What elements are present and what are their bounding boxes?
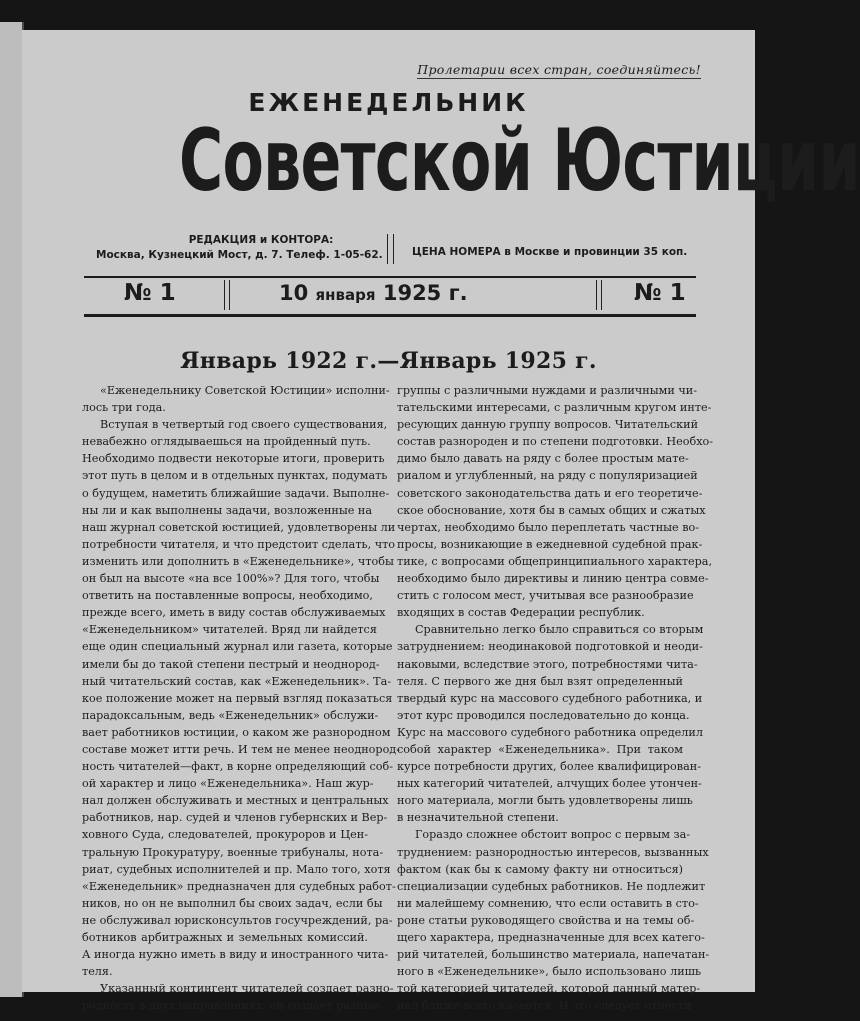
text-line: кое положение может на первый взгляд показаться <box>82 691 393 705</box>
issue-bar <box>84 276 696 317</box>
text-line: ны ли и как выполнены задачи, возложенные на <box>82 503 373 517</box>
text-line: теля. С первого же дня был взят определенный <box>397 674 683 688</box>
text-line: тральную Прокуратуру, военные трибуналы, нота- <box>82 845 384 859</box>
text-line: щего характера, предназначенные для всех катего- <box>397 931 705 944</box>
editorial-info <box>96 233 386 263</box>
text-line: группы с различными нуждами и различными чи- <box>397 384 697 397</box>
text-line: наковыми, вследствие этого, потребностями чита- <box>397 657 698 671</box>
text-line: изменить или дополнить в «Еженедельнике», чтобы <box>82 554 394 568</box>
text-line: рий читателей, большинство материала, напечатан- <box>397 948 710 962</box>
issue-date-year: 1925 г. <box>382 281 468 305</box>
text-line: Гораздо сложнее обстоит вопрос с первым за- <box>415 828 691 842</box>
text-line: прежде всего, иметь в виду состав обслуживаемых <box>82 606 386 620</box>
text-line: Указанный контингент читателей создает разно- <box>100 982 394 996</box>
text-line: ховного Суда, следователей, прокуроров и Цен- <box>82 828 368 842</box>
text-line: входящих в состав Федерации республик. <box>397 606 645 620</box>
issue-number-right: № 1 <box>634 280 686 306</box>
text-line: еще один специальный журнал или газета, которые <box>82 640 393 654</box>
text-line: ного материала, могли быть удовлетворены лишь <box>397 794 693 808</box>
text-line: стить с голосом мест, учитывая все разнообразие <box>397 589 694 603</box>
text-line: потребности читателя, и что предстоит сделать, что <box>82 537 396 551</box>
issue-price: ЦЕНА НОМЕРА в Москве и провинции 35 коп. <box>412 246 688 258</box>
text-line: он был на высоте «на все 100%»? Для того, чтобы <box>82 572 380 586</box>
text-line: той категорией читателей, которой данный матер- <box>397 982 701 996</box>
text-line: тике, с вопросами общепринципиального характера, <box>397 554 713 568</box>
editorial-label: РЕДАКЦИЯ и КОНТОРА: <box>188 234 334 246</box>
text-line: роне статьи руководящего свойства и на темы об- <box>397 913 695 927</box>
issue-bar-divider <box>596 280 602 310</box>
newspaper-page <box>22 30 860 1013</box>
text-line: наш журнал советской юстицией, удовлетворены ли <box>82 520 396 534</box>
text-line: ой характер и лицо «Еженедельника». Наш жур- <box>82 777 374 791</box>
issue-number-left: № 1 <box>124 280 176 306</box>
text-line: не обслуживал юрисконсультов госучреждений, ра- <box>82 913 393 927</box>
text-line: просы, возникающие в ежедневной судебной прак- <box>397 537 703 551</box>
text-line: родность в двух направлениях: он создает разные <box>82 999 380 1013</box>
text-line: «Еженедельник» предназначен для судебных работ- <box>82 879 396 893</box>
text-line: специализации судебных работников. Не подлежит <box>397 879 706 893</box>
text-line: о будущем, наметить ближайшие задачи. Выполне- <box>82 486 390 500</box>
text-line: ных категорий читателей, алчущих более утончен- <box>397 777 702 791</box>
text-line: риат, судебных исполнителей и пр. Мало того, хотя <box>82 862 391 876</box>
text-line: затруднением: неодинаковой подготовкой и неоди- <box>397 640 703 654</box>
text-line: этот путь в целом и в отдельных пунктах, подумать <box>82 469 388 483</box>
editorial-address: Москва, Кузнецкий Мост, д. 7. Телеф. 1-05-62. <box>96 249 383 261</box>
text-line: ское обоснование, хотя бы в самых общих и сжатых <box>397 503 706 517</box>
text-line: невабежно оглядываешься на пройденный путь. <box>82 435 371 449</box>
text-line: ников, но он не выполнил бы своих задач, если бы <box>82 896 383 910</box>
text-line: фактом (как бы к самому факту ни относиться) <box>397 862 683 876</box>
text-line: ресующих данную группу вопросов. Читательский <box>397 418 699 432</box>
text-line: ность читателей—факт, в корне определяющий соб- <box>82 760 394 774</box>
text-line: имели бы до такой степени пестрый и неоднород- <box>82 657 380 671</box>
text-line: Сравнительно легко было справиться со вторым <box>415 623 704 637</box>
text-line: этот курс проводился последовательно до конца. <box>397 708 690 722</box>
text-line: нал должен обслуживать и местных и центральных <box>82 794 389 808</box>
text-line: иал ближе всего касается. И это следует отнести <box>397 999 692 1013</box>
masthead-motto: Пролетарии всех стран, соединяйтесь! <box>417 62 701 77</box>
book-gutter <box>0 22 24 997</box>
text-line: парадоксальным, ведь «Еженедельник» обслужи- <box>82 708 379 722</box>
text-line: курсе потребности других, более квалифицирован- <box>397 760 701 774</box>
text-line: лось три года. <box>82 401 166 415</box>
issue-date <box>279 281 579 305</box>
text-line: ного в «Еженедельнике», было использовано лишь <box>397 965 702 979</box>
text-line: ни малейшему сомнению, что если оставить в сто- <box>397 896 699 910</box>
text-line: Необходимо подвести некоторые итоги, проверить <box>82 452 385 466</box>
article-column-right <box>397 382 714 1014</box>
text-line: ный читательский состав, как «Еженедельник». Та- <box>82 674 392 688</box>
text-line: состав разнороден и по степени подготовки. Необхо- <box>397 435 714 449</box>
text-line: труднением: разнородностью интересов, вызванных <box>397 845 709 859</box>
masthead-title: Советской Юстиции <box>179 111 860 211</box>
text-line: работников, нар. судей и членов губернских и Вер- <box>82 811 388 825</box>
issue-date-day: 10 <box>279 281 309 305</box>
text-line: риалом и углубленный, на ряду с популяризацией <box>397 469 698 483</box>
text-line: «Еженедельнику Советской Юстиции» исполни- <box>100 384 390 397</box>
text-line: необходимо было директивы и линию центра совме- <box>397 572 709 586</box>
masthead-supertitle: ЕЖЕНЕДЕЛЬНИК <box>248 88 529 117</box>
article-column-left <box>82 382 400 1014</box>
text-line: советского законодательства дать и его теоретиче- <box>397 486 703 500</box>
issue-bar-divider <box>224 280 230 310</box>
text-line: ботников арбитражных и земельных комиссий. <box>82 931 368 944</box>
text-line: ответить на поставленные вопросы, необходимо, <box>82 589 373 603</box>
text-line: А иногда нужно иметь в виду и иностранного чита- <box>82 948 389 962</box>
issue-date-month: января <box>315 286 376 304</box>
text-line: составе может итти речь. И тем не менее неоднород- <box>82 742 400 756</box>
text-line: Вступая в четвертый год своего существования, <box>100 418 388 432</box>
text-line: тательскими интересами, с различным кругом инте- <box>397 401 712 415</box>
text-line: твердый курс на массового судебного работника, и <box>397 691 703 705</box>
text-line: димо было давать на ряду с более простым мате- <box>397 452 689 466</box>
text-line: теля. <box>82 965 113 979</box>
masthead-divider <box>387 234 394 264</box>
text-line: вает работников юстиции, о каком же разнородном <box>82 725 391 739</box>
text-line: собой характер «Еженедельника». При таком <box>397 742 683 756</box>
text-line: Курс на массового судебного работника определил <box>397 725 703 739</box>
text-line: чертах, необходимо было переплетать частные во- <box>397 520 700 534</box>
text-line: в незначительной степени. <box>397 811 559 825</box>
text-line: «Еженедельником» читателей. Вряд ли найдется <box>82 623 377 637</box>
article-headline: Январь 1922 г.—Январь 1925 г. <box>180 348 597 374</box>
